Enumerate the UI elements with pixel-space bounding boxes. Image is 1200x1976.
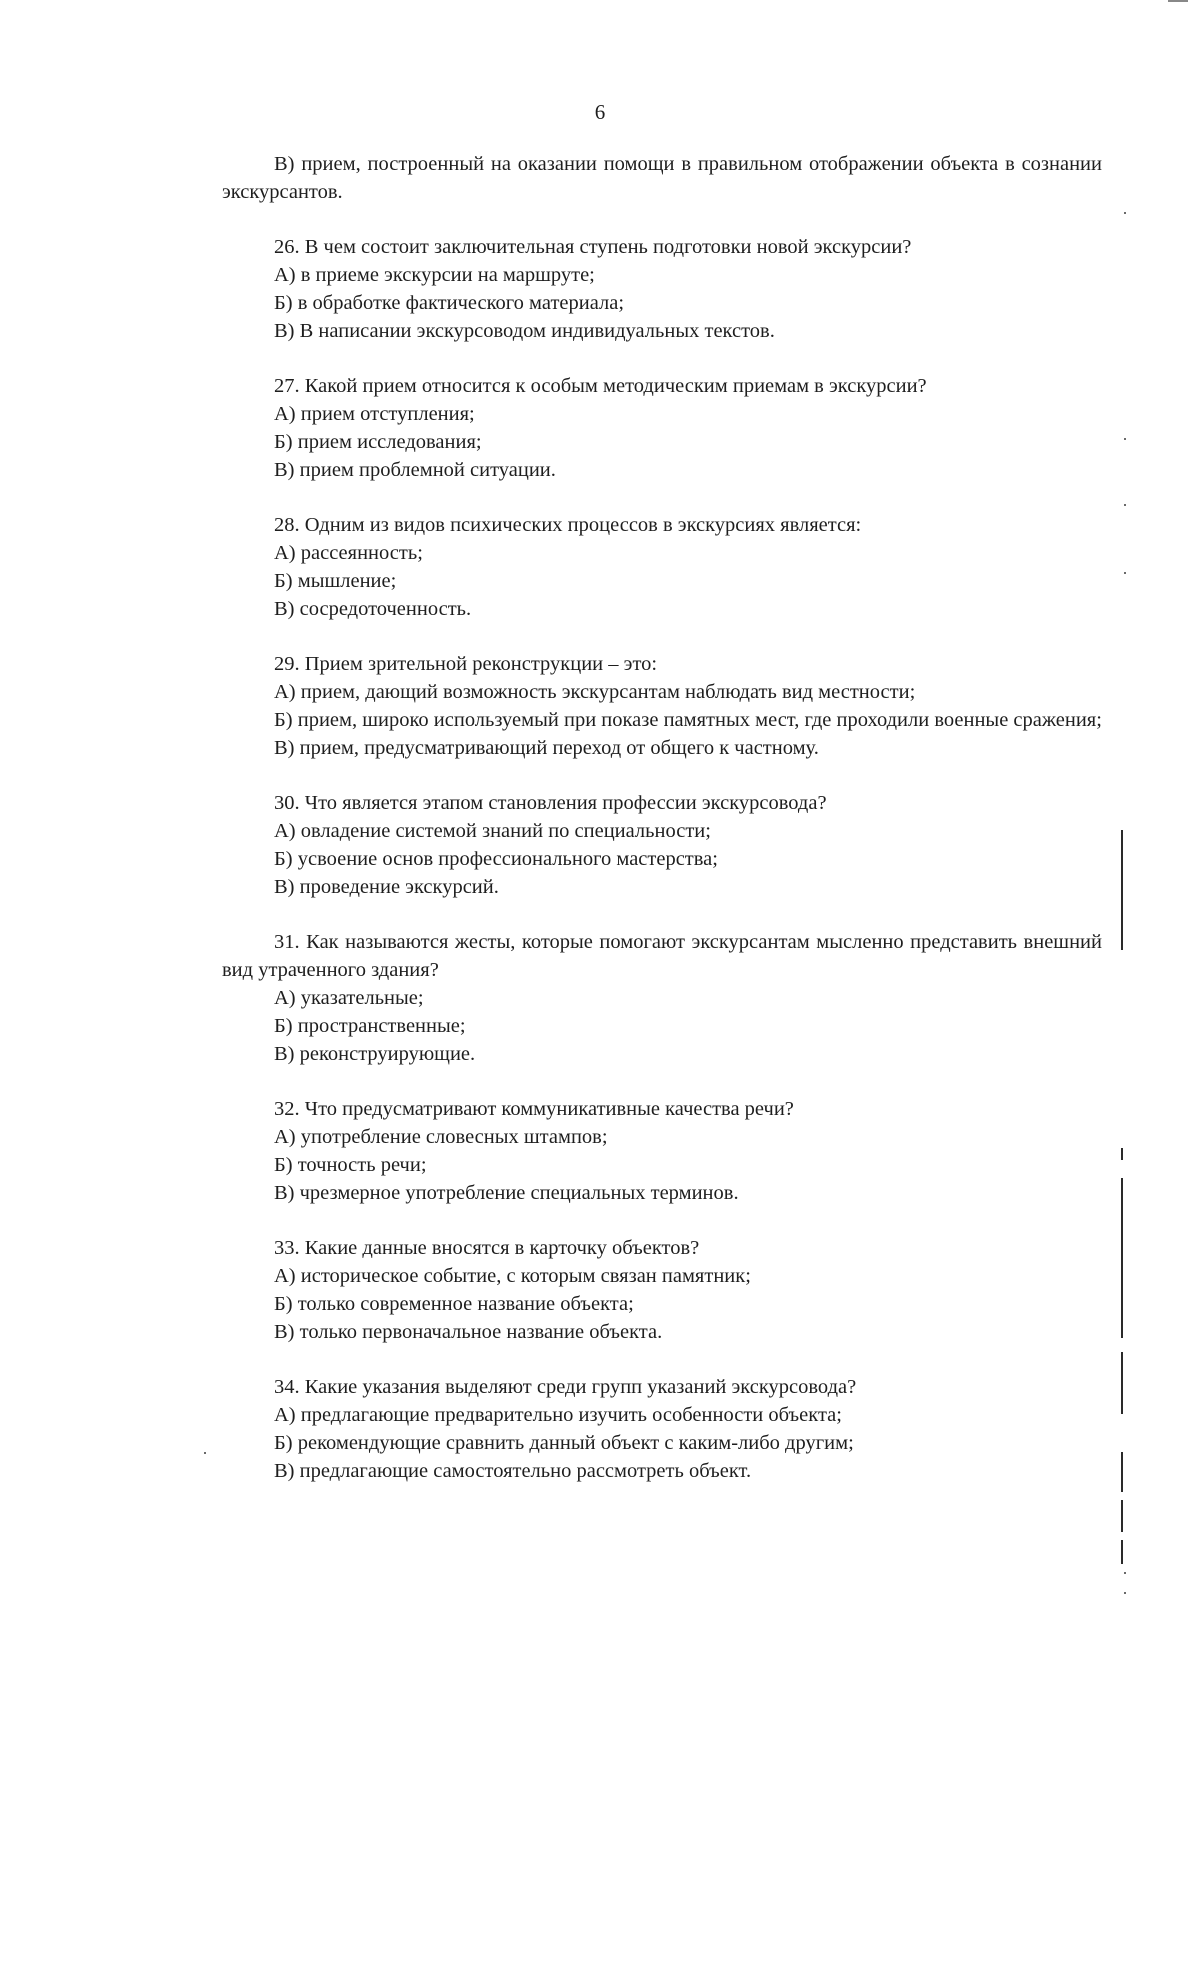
question-33 [222,1234,1102,1346]
answer-option-b: Б) прием, широко используемый при показе памятных мест, где проходили военные сражения; [274,709,1102,731]
scan-margin-mark [1121,830,1123,950]
answer-option-c: В) проведение экскурсий. [274,876,499,898]
answer-option-a: А) овладение системой знаний по специальности; [274,820,711,842]
scan-margin-mark [1121,1352,1123,1414]
scan-margin-mark [1121,1500,1123,1532]
intro-answer: В) прием, построенный на оказании помощи в правильном отображении объекта в сознании экскурсантов. [222,153,1102,203]
scan-speck [1124,504,1126,506]
question-26 [222,233,1102,345]
answer-option-b: Б) в обработке фактического материала; [274,292,625,314]
scan-margin-mark [1121,1148,1123,1160]
question-34 [222,1373,1102,1485]
answer-option-c: В) прием, предусматривающий переход от общего к частному. [274,737,819,759]
question-text: 30. Что является этапом становления профессии экскурсовода? [274,792,827,814]
answer-option-b: Б) прием исследования; [274,431,482,453]
question-27 [222,372,1102,484]
answer-option-c: В) сосредоточенность. [274,598,472,620]
scan-speck [204,1452,206,1454]
question-31 [222,928,1102,1068]
question-30 [222,789,1102,901]
question-text: 33. Какие данные вносятся в карточку объектов? [274,1237,700,1259]
scan-speck [1124,1592,1126,1594]
answer-option-b: Б) точность речи; [274,1154,427,1176]
scan-speck [1124,438,1126,440]
document-body [222,150,1102,1485]
question-32 [222,1095,1102,1207]
question-text: 28. Одним из видов психических процессов в экскурсиях является: [274,514,862,536]
question-text: 27. Какой прием относится к особым методическим приемам в экскурсии? [274,375,927,397]
question-text: 34. Какие указания выделяют среди групп указаний экскурсовода? [274,1376,857,1398]
scan-margin-mark [1121,1452,1123,1492]
answer-option-c: В) только первоначальное название объекта. [274,1321,663,1343]
scan-margin-mark [1121,1540,1123,1564]
answer-option-c: В) реконструирующие. [274,1043,476,1065]
question-text: 26. В чем состоит заключительная ступень подготовки новой экскурсии? [274,236,912,258]
question-text: 29. Прием зрительной реконструкции – это: [274,653,658,675]
page-number: 6 [594,100,606,124]
question-text: 31. Как называются жесты, которые помогают экскурсантам мысленно представить внешний вид утраченного здания? [222,931,1102,981]
answer-option-b: Б) рекомендующие сравнить данный объект с каким-либо другим; [274,1432,854,1454]
answer-option-c: В) прием проблемной ситуации. [274,459,556,481]
answer-option-a: А) историческое событие, с которым связан памятник; [274,1265,751,1287]
scan-margin-mark [1121,1178,1123,1338]
answer-option-b: Б) пространственные; [274,1015,466,1037]
answer-option-a: А) в приеме экскурсии на маршруте; [274,264,595,286]
scan-corner-mark [1168,0,1188,2]
answer-option-c: В) предлагающие самостоятельно рассмотреть объект. [274,1460,752,1482]
question-28 [222,511,1102,623]
answer-option-a: А) прием, дающий возможность экскурсантам наблюдать вид местности; [274,681,916,703]
answer-option-b: Б) только современное название объекта; [274,1293,634,1315]
answer-option-a: А) прием отступления; [274,403,475,425]
answer-option-a: А) рассеянность; [274,542,423,564]
answer-option-b: Б) усвоение основ профессионального мастерства; [274,848,718,870]
scan-speck [1124,572,1126,574]
answer-option-a: А) предлагающие предварительно изучить особенности объекта; [274,1404,842,1426]
answer-option-b: Б) мышление; [274,570,397,592]
answer-option-c: В) В написании экскурсоводом индивидуальных текстов. [274,320,775,342]
question-text: 32. Что предусматривают коммуникативные качества речи? [274,1098,794,1120]
answer-option-a: А) указательные; [274,987,424,1009]
scan-speck [1124,212,1126,214]
question-29 [222,650,1102,762]
answer-option-a: А) употребление словесных штампов; [274,1126,608,1148]
scan-speck [1124,1572,1126,1574]
answer-option-c: В) чрезмерное употребление специальных терминов. [274,1182,739,1204]
